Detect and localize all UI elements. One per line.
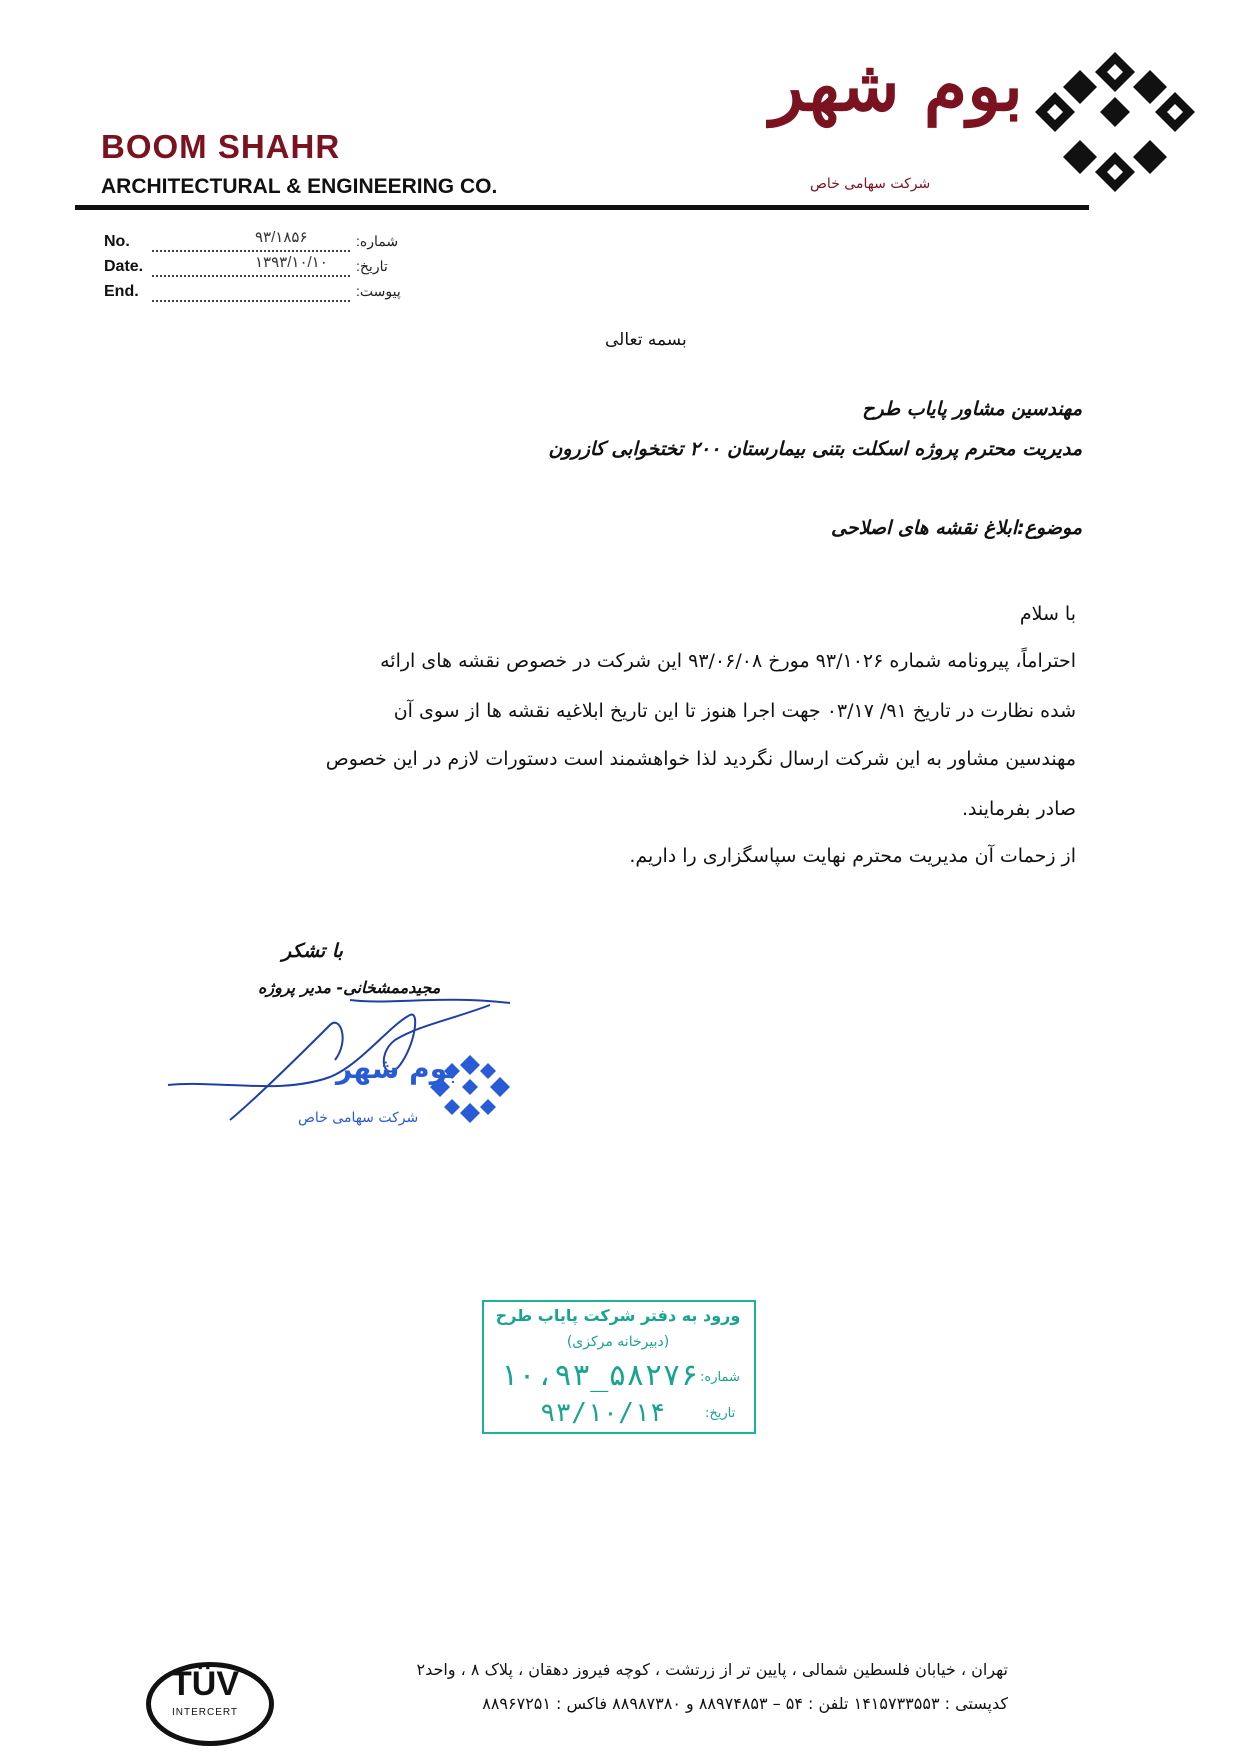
enclosure-label-fa: پیوست: — [356, 283, 401, 299]
recipient-line-2: مدیریت محترم پروژه اسکلت بتنی بیمارستان ۲۰۰ تختخوابی کازرون — [548, 438, 1082, 460]
company-subtitle-en: ARCHITECTURAL & ENGINEERING CO. — [101, 175, 498, 198]
basmala: بسمه تعالی — [605, 330, 687, 350]
number-dotted-line — [152, 236, 350, 252]
stamp-number-value: ۱۰،۹۳_۵۸۲۷۶ — [500, 1358, 699, 1393]
stamp-subtitle: (دبیرخانه مرکزی) — [566, 1334, 670, 1350]
footer-address: تهران ، خیابان فلسطین شمالی ، پایین تر از زرتشت ، کوچه فیروز دهقان ، پلاک ۸ ، واحد۲ — [416, 1660, 1008, 1679]
seal-company-subtitle: شرکت سهامی خاص — [298, 1110, 419, 1126]
body-line-3: مهندسین مشاور به این شرکت ارسال نگردید لذا خواهشمند است دستورات لازم در این خصوص — [325, 748, 1076, 770]
tuv-logo-text: TÜV — [171, 1665, 239, 1703]
number-value: ۹۳/۱۸۵۶ — [255, 229, 308, 246]
body-line-4: صادر بفرمایند. — [962, 798, 1076, 820]
letter-subject: موضوع:ابلاغ نقشه های اصلاحی — [830, 517, 1082, 539]
enclosure-dotted-line — [152, 286, 350, 302]
company-name-en: BOOM SHAHR — [101, 128, 341, 165]
sign-off: با تشکر — [282, 940, 343, 962]
footer-contact: کدپستی : ۱۴۱۵۷۳۳۵۵۳ تلفن : ۵۴ – ۸۸۹۷۴۸۵۳ و ۸۸۹۸۷۳۸۰ فاکس : ۸۸۹۶۷۲۵۱ — [482, 1694, 1008, 1713]
recipient-line-1: مهندسین مشاور پایاب طرح — [862, 398, 1082, 420]
header-divider — [75, 205, 1089, 210]
body-line-2: شده نظارت در تاریخ ۹۱/ ۰۳/۱۷ جهت اجرا هنوز تا این تاریخ ابلاغیه نقشه ها از سوی آن — [393, 700, 1076, 722]
closing-line: از زحمات آن مدیریت محترم نهایت سپاسگزاری را داریم. — [629, 845, 1076, 867]
stamp-number-label: شماره: — [700, 1370, 740, 1385]
stamp-date-value: ۹۳/۱۰/۱۴ — [540, 1398, 666, 1428]
date-value: ۱۳۹۳/۱۰/۱۰ — [255, 254, 328, 271]
body-line-1: احتراماً، پیرونامه شماره ۹۳/۱۰۲۶ مورخ ۹۳/۰۶/۰۸ این شرکت در خصوص نقشه های ارائه — [380, 650, 1076, 672]
date-label-fa: تاریخ: — [356, 258, 388, 274]
company-subtitle-fa: شرکت سهامی خاص — [810, 176, 931, 192]
number-label-en: No. — [104, 233, 130, 250]
greeting: با سلام — [1019, 603, 1076, 625]
company-name-fa: بوم شهر — [770, 44, 1023, 127]
stamp-title: ورود به دفتر شرکت پایاب طرح — [495, 1306, 741, 1325]
enclosure-label-en: End. — [104, 283, 139, 300]
signer-name: مجیدممشخانی- مدیر پروژه — [258, 978, 441, 997]
seal-company-name: بوم شهر — [336, 1052, 458, 1085]
stamp-date-label: تاریخ: — [705, 1406, 736, 1421]
boom-shahr-logo-icon — [1035, 52, 1195, 192]
tuv-logo-subtext: INTERCERT — [171, 1707, 239, 1718]
number-label-fa: شماره: — [356, 233, 399, 249]
date-label-en: Date. — [104, 258, 144, 275]
